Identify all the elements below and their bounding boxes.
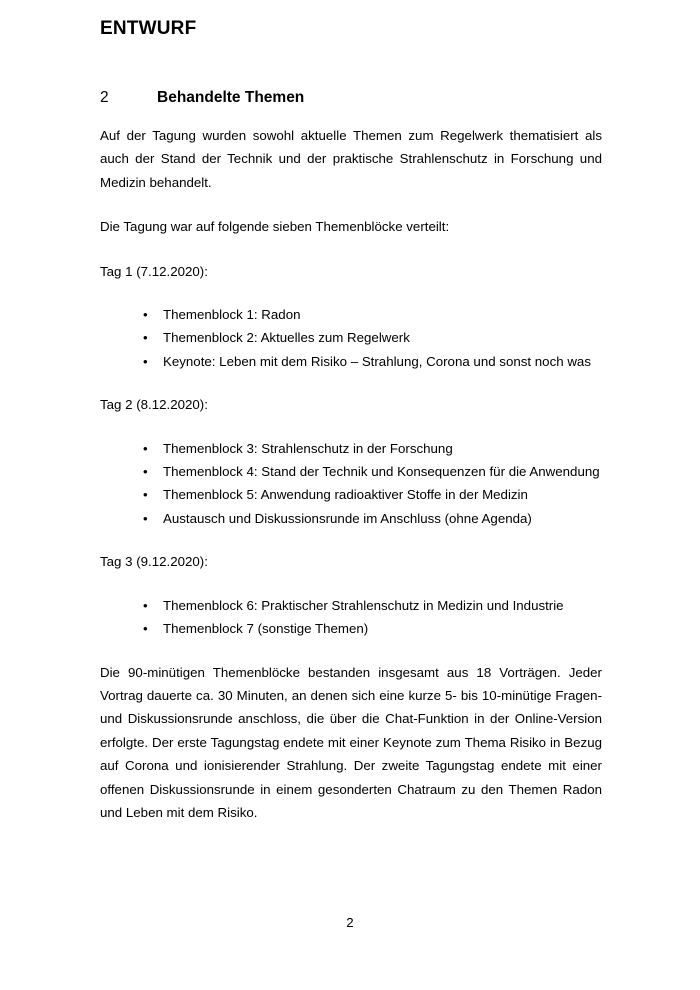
day-label: Tag 3 (9.12.2020): xyxy=(100,554,208,570)
document-body xyxy=(100,124,602,845)
list-item xyxy=(100,483,602,506)
bullet-icon: • xyxy=(143,440,148,456)
list-item-text: Themenblock 5: Anwendung radioaktiver Stoffe in der Medizin xyxy=(163,487,528,503)
intro-paragraph: Auf der Tagung wurden sowohl aktuelle Themen zum Regelwerk thematisiert als auch der Stand der Technik und der praktische Strahlenschutz in Forschung und Medizin behandelt. xyxy=(100,128,602,190)
page-number: 2 xyxy=(346,915,354,930)
list-item-text: Austausch und Diskussionsrunde im Anschluss (ohne Agenda) xyxy=(163,510,532,526)
topic-list xyxy=(100,303,602,373)
list-item xyxy=(100,437,602,460)
list-item-text: Themenblock 7 (sonstige Themen) xyxy=(163,621,369,637)
day-label: Tag 2 (8.12.2020): xyxy=(100,397,208,413)
bullet-icon: • xyxy=(143,330,148,346)
blocks-intro: Die Tagung war auf folgende sieben Themenblöcke verteilt: xyxy=(100,219,450,235)
list-item xyxy=(100,350,602,373)
list-item-text: Themenblock 6: Praktischer Strahlenschutz in Medizin und Industrie xyxy=(163,597,564,613)
list-item xyxy=(100,507,602,530)
section-heading xyxy=(100,89,304,107)
bullet-icon: • xyxy=(143,353,148,369)
topic-list xyxy=(100,594,602,641)
list-item xyxy=(100,594,602,617)
draft-watermark-label: ENTWURF xyxy=(100,18,197,39)
list-item xyxy=(100,326,602,349)
list-item xyxy=(100,460,602,483)
bullet-icon: • xyxy=(143,307,148,323)
list-item-text: Keynote: Leben mit dem Risiko – Strahlung, Corona und sonst noch was xyxy=(163,353,591,369)
list-item-text: Themenblock 1: Radon xyxy=(163,307,301,323)
list-item-text: Themenblock 3: Strahlenschutz in der Forschung xyxy=(163,440,453,456)
bullet-icon: • xyxy=(143,597,148,613)
bullet-icon: • xyxy=(143,510,148,526)
section-number: 2 xyxy=(100,89,109,106)
day-label: Tag 1 (7.12.2020): xyxy=(100,263,208,279)
bullet-icon: • xyxy=(143,621,148,637)
day-section xyxy=(100,550,602,640)
list-item xyxy=(100,303,602,326)
list-item-text: Themenblock 2: Aktuelles zum Regelwerk xyxy=(163,330,410,346)
bullet-icon: • xyxy=(143,487,148,503)
list-item-text: Themenblock 4: Stand der Technik und Konsequenzen für die Anwendung xyxy=(163,464,600,480)
list-item xyxy=(100,617,602,640)
bullet-icon: • xyxy=(143,464,148,480)
day-section xyxy=(100,393,602,530)
topic-list xyxy=(100,437,602,531)
day-section xyxy=(100,260,602,374)
summary-paragraph: Die 90-minütigen Themenblöcke bestanden insgesamt aus 18 Vorträgen. Jeder Vortrag dauerte ca. 30 Minuten, an denen sich eine kurze 5- bis 10-minütige Fragen- und Diskussionsrunde anschloss, die über die Chat-Funktion in der Online-Version erfolgte. Der erste Tagungstag endete mit einer Keynote zum Thema Risiko in Bezug auf Corona und ionisierender Strahlung. Der zweite Tagungstag endete mit einer offenen Diskussionsrunde in einem gesonderten Chatraum zu den Themen Radon und Leben mit dem Risiko. xyxy=(100,664,602,820)
section-title: Behandelte Themen xyxy=(157,89,305,106)
